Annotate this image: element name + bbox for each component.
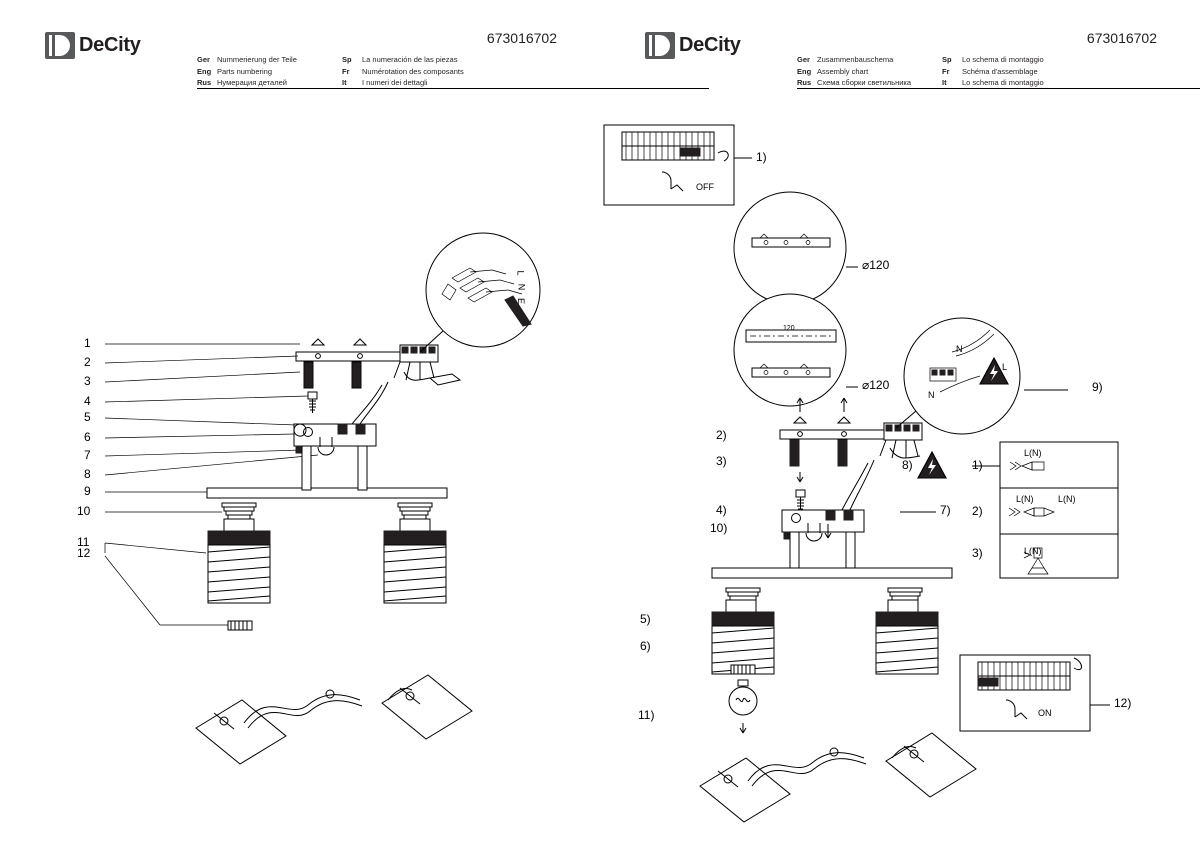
callout-12: 12	[77, 546, 91, 560]
language-key: Ger	[197, 55, 210, 64]
terminal-row-step-2: 2)	[972, 504, 983, 518]
wire-label-n-2: N	[928, 390, 935, 400]
step-1: 1)	[756, 150, 767, 164]
language-key: It	[942, 78, 947, 87]
assembly-drawing	[600, 0, 1200, 848]
callout-11: 11	[77, 535, 90, 549]
terminal-row-1-label: L(N)	[1024, 448, 1042, 458]
language-key: Eng	[197, 66, 212, 76]
language-value: Numérotation des composants	[362, 66, 464, 76]
step-4: 4)	[716, 503, 727, 517]
step-8: 8)	[902, 458, 913, 472]
callout-1: 1	[84, 336, 91, 350]
language-value: Assembly chart	[817, 66, 869, 76]
wire-label-n: N	[516, 283, 527, 291]
language-value: Lo schema di montaggio	[962, 78, 1044, 87]
article-code-right: 673016702	[1086, 30, 1157, 46]
brand-name-part1: De	[79, 34, 104, 56]
step-3: 3)	[716, 454, 727, 468]
wire-label-e: E	[516, 297, 527, 305]
terminal-row-step-1: 1)	[972, 458, 983, 472]
callout-9: 9	[84, 484, 91, 498]
brand-name-part2: City	[103, 34, 141, 56]
language-key: Rus	[197, 78, 212, 87]
wire-label-l-1: L	[1002, 362, 1008, 372]
language-key: Sp	[342, 55, 352, 64]
step-11: 11)	[638, 708, 655, 722]
language-value: Nummerierung der Teile	[217, 55, 297, 64]
step-2: 2)	[716, 428, 727, 442]
terminal-row-2-label-left: L(N)	[1016, 494, 1034, 504]
callout-4: 4	[84, 394, 91, 408]
switch-off-label: OFF	[696, 182, 714, 192]
wire-label-n-1: N	[956, 344, 963, 354]
language-value: Схема сборки светильника	[817, 78, 912, 87]
article-code-left: 673016702	[486, 30, 557, 46]
language-key: Ger	[797, 55, 810, 64]
language-value: Lo schema di montaggio	[962, 55, 1044, 64]
wire-label-l: L	[515, 270, 526, 276]
language-key: Fr	[342, 66, 350, 76]
terminal-row-2-label-right: L(N)	[1058, 494, 1076, 504]
callout-10: 10	[77, 504, 91, 518]
step-12: 12)	[1114, 696, 1132, 710]
language-value: Schéma d'assemblage	[962, 66, 1038, 76]
language-key: Rus	[797, 78, 812, 87]
step-5: 5)	[640, 612, 651, 626]
step-7: 7)	[940, 503, 951, 517]
diameter-label-2: ⌀120	[862, 378, 890, 392]
terminal-row-step-3: 3)	[972, 546, 983, 560]
brand-name-part2: City	[703, 34, 741, 56]
panel-assembly-chart	[600, 0, 1200, 848]
step-10: 10)	[710, 521, 728, 535]
diameter-label-1: ⌀120	[862, 258, 890, 272]
step-9: 9)	[1092, 380, 1103, 394]
switch-on-label: ON	[1038, 708, 1052, 718]
step-6: 6)	[640, 639, 651, 653]
brand-name-part1: De	[679, 34, 704, 56]
language-value: Нумерация деталей	[217, 78, 287, 87]
language-key: Fr	[942, 66, 950, 76]
template-dimension-label: 120	[783, 325, 795, 332]
language-key: Sp	[942, 55, 952, 64]
language-value: La numeración de las piezas	[362, 55, 458, 64]
language-value: Zusammenbauschema	[817, 55, 894, 64]
language-value: Parts numbering	[217, 66, 273, 76]
callout-6: 6	[84, 430, 91, 444]
language-key: Eng	[797, 66, 812, 76]
language-value: I numeri dei dettagli	[362, 78, 428, 87]
callout-2: 2	[84, 355, 91, 369]
callout-8: 8	[84, 467, 91, 481]
language-key: It	[342, 78, 347, 87]
callout-3: 3	[84, 374, 91, 388]
terminal-row-3-label: L(N)	[1024, 546, 1042, 556]
callout-5: 5	[84, 410, 91, 424]
callout-7: 7	[84, 448, 91, 462]
